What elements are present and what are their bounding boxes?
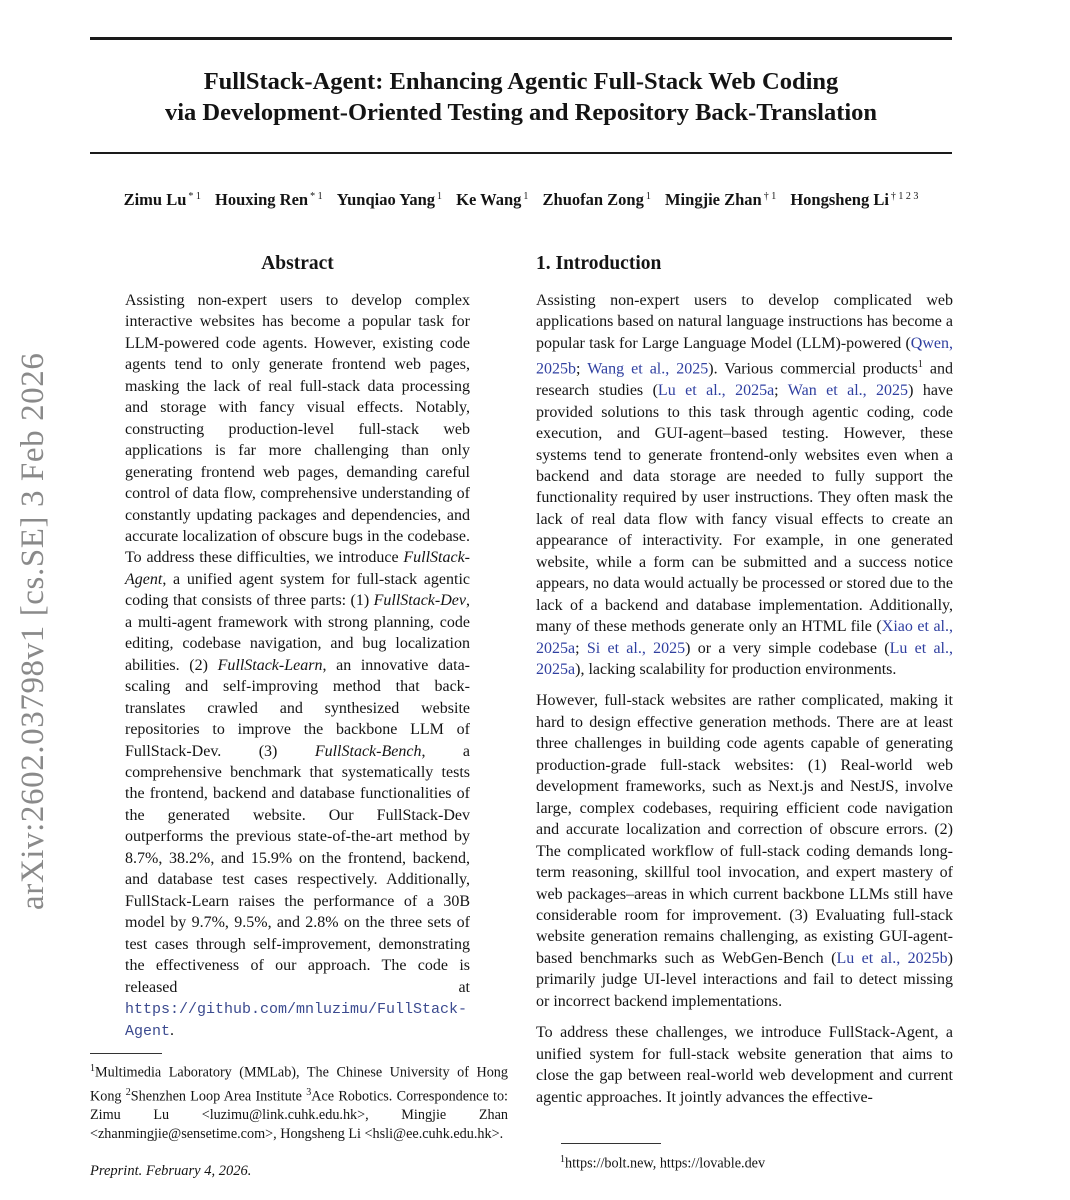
paper-title	[90, 66, 952, 128]
footnote-divider	[90, 1053, 162, 1054]
intro-paragraph-3: To address these challenges, we introduce FullStack-Agent, a unified system for full-stack website generation that aims to close the gap between real-world web development and current agentic approaches. It jointly advances the effective-	[536, 1024, 953, 1106]
citation-link[interactable]: Lu et al., 2025a	[657, 382, 775, 400]
arxiv-identifier-stamp: arXiv:2602.03798v1 [cs.SE] 3 Feb 2026	[15, 352, 51, 910]
intro-paragraph-1: Assisting non-expert users to develop complicated web applications based on natural language instructions has become a popular task for Large Language Model (LLM)-powered (Qwen, 2025b; Wang et al., 2025). Various commercial products$^1$ and research studies (Lu et al., 2025a; Wan et al., 2025) have provided solutions to this task through agentic coding, code execution, and GUI-agent–based testing. However, these systems tend to generate frontend-only websites even when a backend and data storage are needed to fully support the functionality required by user instructions. They often mask the lack of real data flow with fancy visual effects to create an appearance of interactivity. For example, in one generated website, while a form can be submitted and a success notice appears, no data would actually be processed or stored due to the lack of a backend and database implementation. Additionally, many of these methods generate only an HTML file (Xiao et al., 2025a; Si et al., 2025) or a very simple codebase (Lu et al., 2025a), lacking scalability for production environments.	[536, 292, 954, 679]
affiliation-footnote	[90, 1053, 508, 1144]
code-repository-link[interactable]: https://github.com/mnluzimu/FullStack-Agent	[125, 1000, 468, 1041]
citation-link[interactable]: Qwen, 2025b	[536, 334, 953, 378]
intro-paragraph-2: However, full-stack websites are rather complicated, making it hard to design effective generation methods. There are at least three challenges in building code agents capable of generating production-grade full-stack websites: (1) Real-world web development frameworks, such as Next.js and NestJS, involve large, complex codebases, requiring efficient code navigation and accurate localization and correction of obscure errors. (2) The complicated workflow of full-stack coding demands long-term reasoning, skillful tool invocation, and expert mastery of web packages–areas in which current backbone LLMs still have considerable room for improvement. (3) Evaluating full-stack website generation remains challenging, as existing GUI-agent-based benchmarks such as WebGen-Bench (Lu et al., 2025b) primarily judge UI-level interactions and fail to detect missing or incorrect backend implementations.	[536, 692, 953, 1010]
products-footnote	[536, 1143, 953, 1174]
footnote-divider	[561, 1143, 661, 1144]
citation-link[interactable]: Lu et al., 2025b	[836, 949, 948, 967]
author: Zimu Lu $^{* 1}$	[123, 190, 201, 209]
preprint-note: Preprint. February 4, 2026.	[90, 1163, 252, 1179]
products-footnote-text: $^1$https://bolt.new, https://lovable.dev	[560, 1154, 766, 1172]
introduction-heading: 1. Introduction	[536, 253, 662, 274]
citation-link[interactable]: Xiao et al., 2025a	[536, 618, 954, 657]
abstract-text: Assisting non-expert users to develop complex interactive websites has become a popular task for LLM-powered code agents. However, existing code agents tend to only generate frontend web pages, masking the lack of real full-stack data processing and storage with fancy visual effects. Notably, constructing production-level full-stack web applications is far more challenging than only generating frontend web pages, demanding careful control of data flow, comprehensive understanding of constantly updating packages and dependencies, and accurate localization of obscure bugs in the codebase. To address these difficulties, we introduce FullStack-Agent, a unified agent system for full-stack agentic coding that consists of three parts: (1) FullStack-Dev, a multi-agent framework with strong planning, code editing, codebase navigation, and bug localization abilities. (2) FullStack-Learn, an innovative data-scaling and self-improving method that back-translates crawled and synthesized website repositories to improve the backbone LLM of FullStack-Dev. (3) FullStack-Bench, a comprehensive benchmark that systematically tests the frontend, backend and database functionalities of the generated website. Our FullStack-Dev outperforms the previous state-of-the-art method by 8.7%, 38.2%, and 15.9% on the frontend, backend, and database test cases respectively. Additionally, FullStack-Learn raises the performance of a 30B model by 9.7%, 9.5%, and 2.8% on the three sets of test cases through self-improvement, demonstrating the effectiveness of our approach. The code is released at https://github.com/mnluzimu/FullStack-Agent.	[125, 292, 470, 1041]
abstract-column	[125, 252, 470, 1053]
citation-link[interactable]: Si et al., 2025	[586, 639, 686, 657]
author: Mingjie Zhan $^{\dagger 1}$	[664, 190, 777, 209]
paper-title-line-1: FullStack-Agent: Enhancing Agentic Full-Stack Web Coding	[203, 68, 839, 95]
citation-link[interactable]: Lu et al., 2025a	[536, 639, 953, 679]
author: Ke Wang $^1$	[456, 190, 529, 209]
paper-title-line-2: via Development-Oriented Testing and Repository Back-Translation	[164, 99, 878, 126]
author-list	[90, 190, 952, 210]
abstract-heading: Abstract	[261, 253, 334, 274]
citation-link[interactable]: Wan et al., 2025	[787, 382, 909, 400]
citation-link[interactable]: Wang et al., 2025	[587, 360, 709, 378]
title-rule-top	[90, 37, 952, 40]
introduction-column	[536, 252, 953, 1118]
author: Yunqiao Yang $^1$	[336, 190, 442, 209]
author: Hongsheng Li $^{\dagger 1 2 3}$	[790, 190, 919, 209]
affiliation-text: $^1$Multimedia Laboratory (MMLab), The Chinese University of Hong Kong $^2$Shenzhen Loop Area Institute $^3$Ace Robotics. Correspondence to: Zimu Lu <luzimu@link.cuhk.edu.hk>, Mingjie Zhan <zhanmingjie@sensetime.com>, Hongsheng Li <hsli@ee.cuhk.edu.hk>.	[90, 1063, 508, 1143]
title-rule-bottom	[90, 152, 952, 154]
footnote-marker[interactable]: 1	[917, 359, 923, 371]
author: Houxing Ren $^{* 1}$	[215, 190, 323, 209]
author: Zhuofan Zong $^1$	[542, 190, 651, 209]
